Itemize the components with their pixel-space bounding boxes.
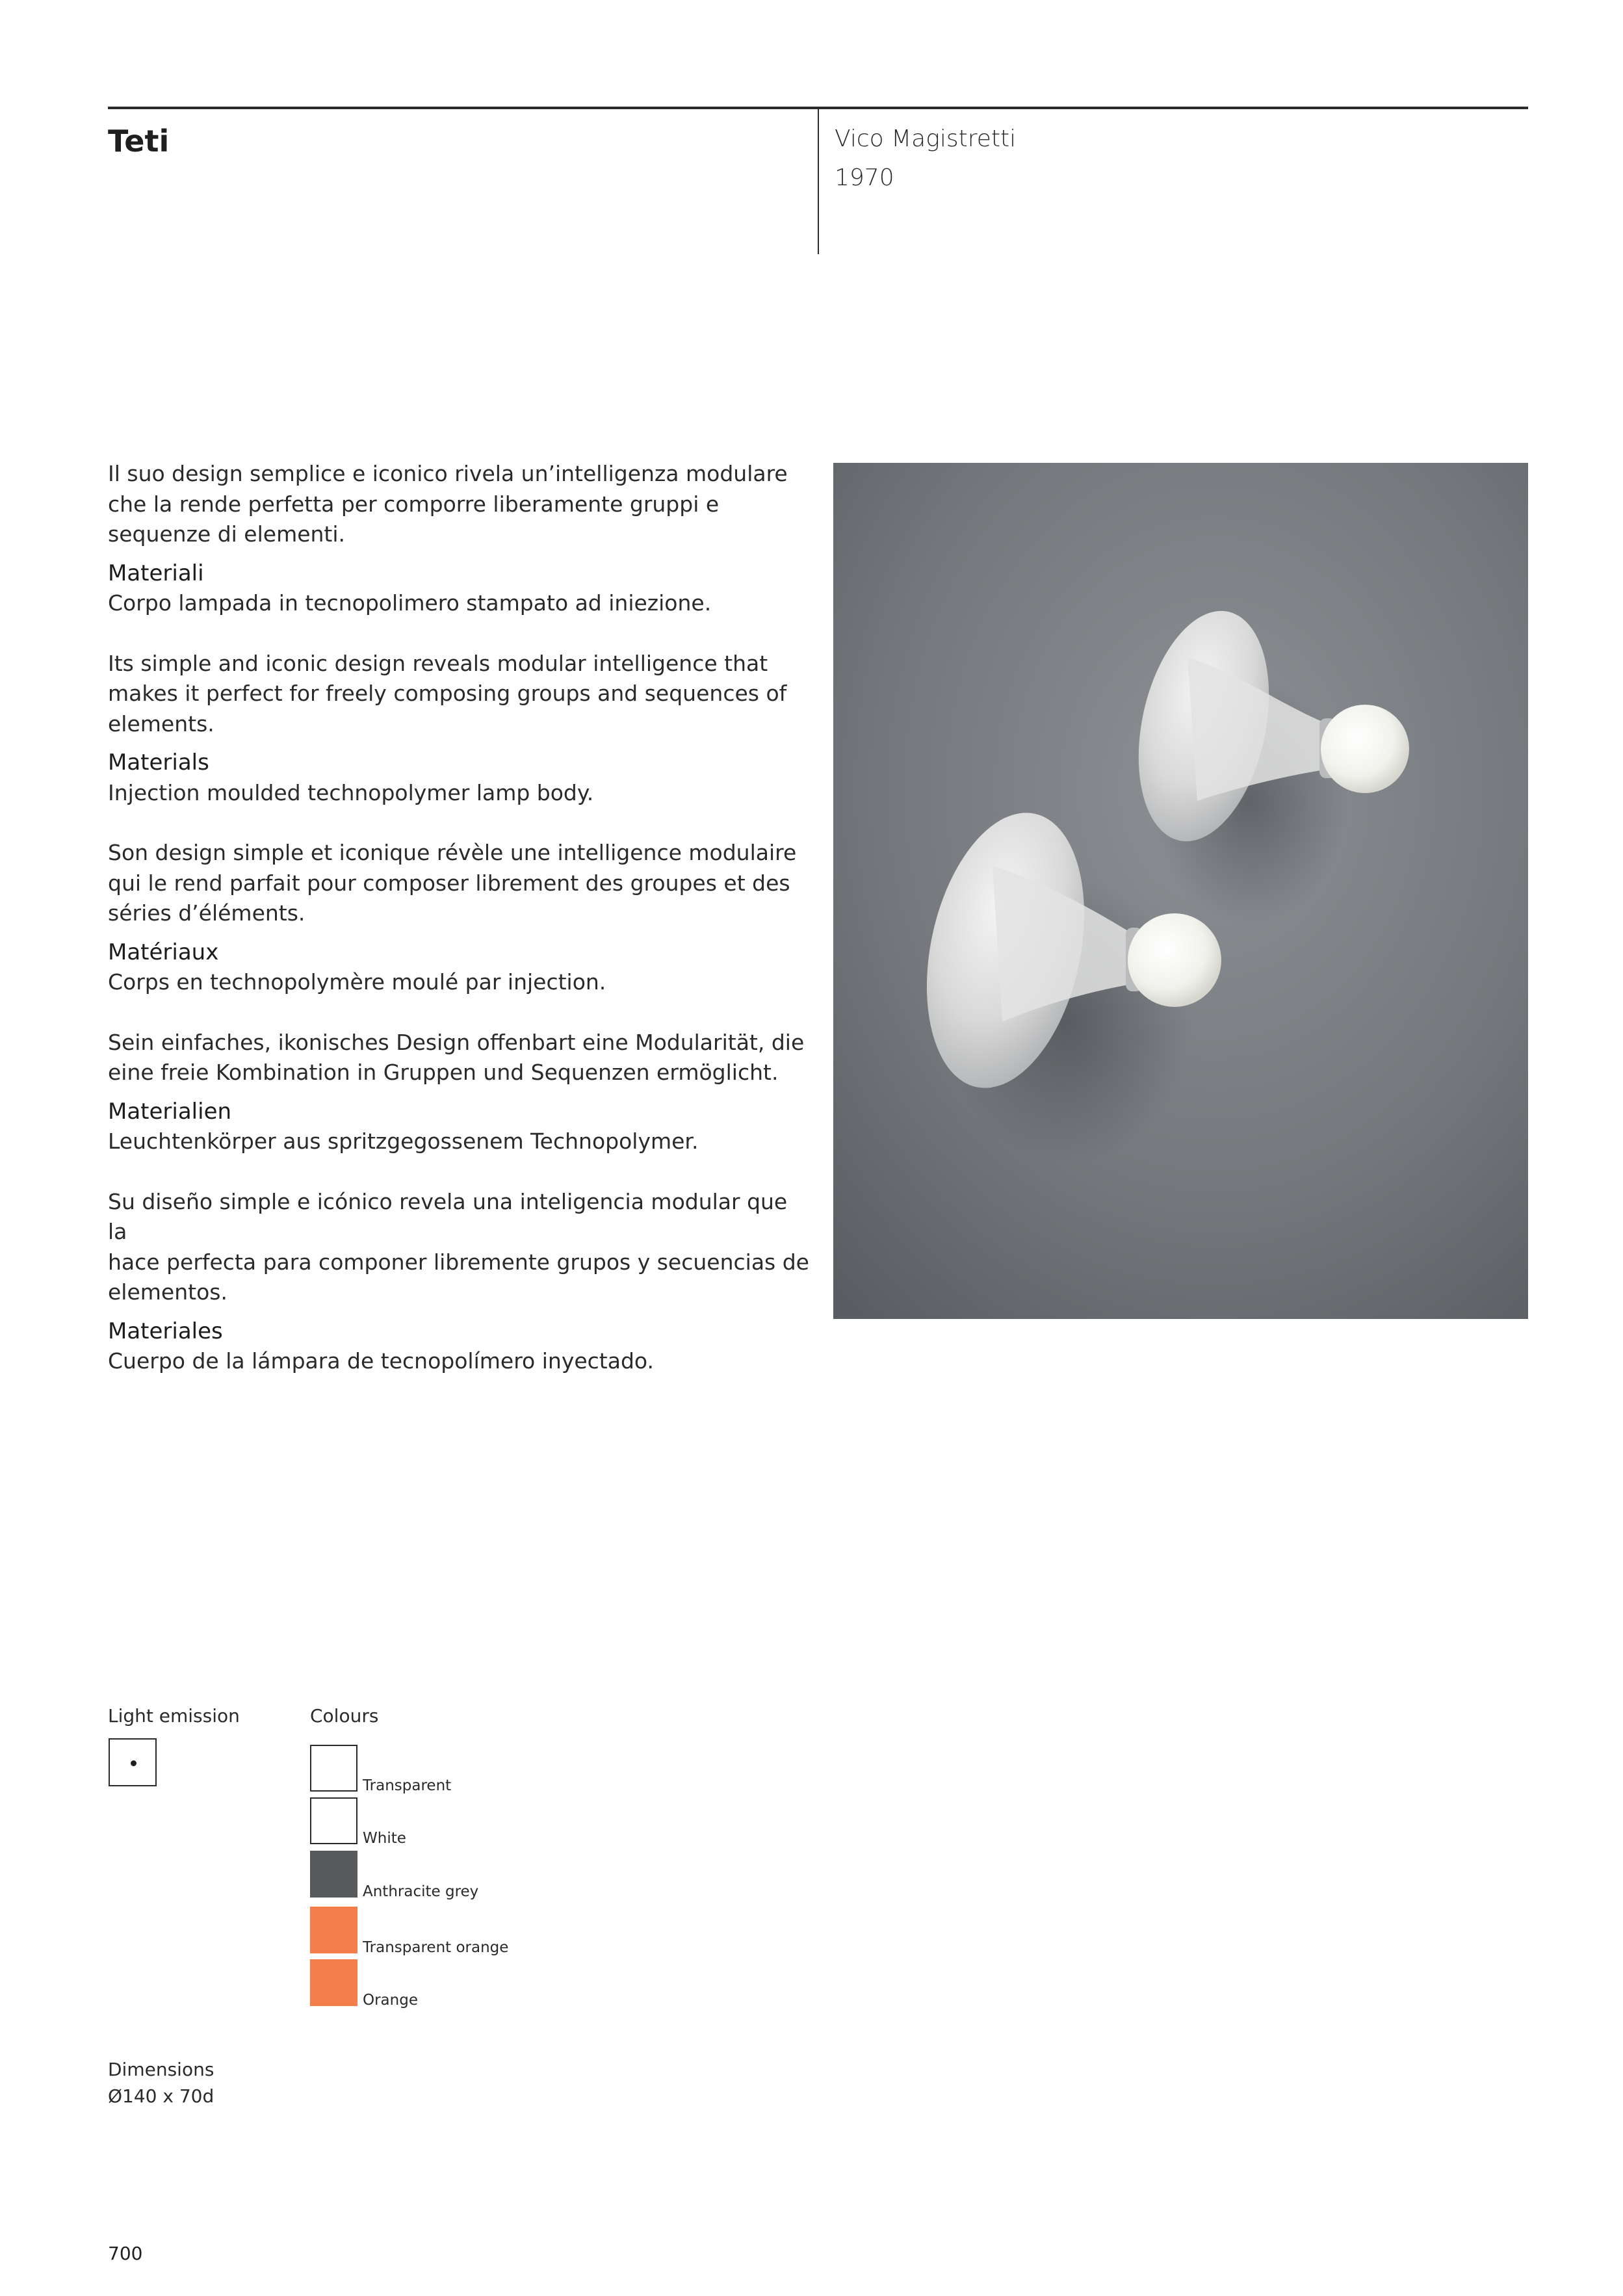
materials-heading: Materiali — [108, 560, 204, 586]
dot-emission-icon — [131, 1760, 136, 1766]
page-number: 700 — [108, 2243, 143, 2264]
colour-name: Anthracite grey — [363, 1883, 479, 1900]
colour-swatch — [310, 1745, 357, 1792]
header-divider — [818, 108, 819, 254]
colour-name: Transparent orange — [363, 1939, 509, 1956]
dimensions-value: Ø140 x 70d — [108, 2085, 214, 2107]
description-block-fr — [108, 838, 810, 998]
colour-name: Orange — [363, 1992, 418, 2009]
materials-text: Leuchtenkörper aus spritzgegossenem Technopolymer. — [108, 1128, 699, 1154]
materials-text: Corpo lampada in tecnopolimero stampato ad iniezione. — [108, 590, 712, 616]
description-text: Il suo design semplice e iconico rivela un’intelligenza modulare che la rende perfetta per comporre liberamente gruppi e sequenze di elementi. — [108, 461, 788, 547]
colour-name: Transparent — [363, 1777, 452, 1794]
materials-heading: Materials — [108, 750, 209, 776]
light-emission-label: Light emission — [108, 1705, 240, 1727]
description-text: Su diseño simple e icónico revela una inteligencia modular que la hace perfecta para componer libremente grupos y secuencias de elementos. — [108, 1188, 809, 1305]
description-text: Sein einfaches, ikonisches Design offenbart eine Modularität, die eine freie Kombination in Gruppen und Sequenzen ermöglicht. — [108, 1029, 805, 1085]
materials-text: Cuerpo de la lámpara de tecnopolímero inyectado. — [108, 1348, 655, 1374]
colour-swatch — [310, 1851, 357, 1898]
colour-swatch — [310, 1959, 357, 2006]
dimensions-label: Dimensions — [108, 2059, 214, 2080]
product-photo — [833, 463, 1528, 1319]
description-text: Son design simple et iconique révèle une intelligence modulaire qui le rend parfait pour composer librement des groupes et des séries d’éléments. — [108, 840, 797, 926]
colour-name: White — [363, 1830, 406, 1847]
description-block-en — [108, 649, 810, 809]
materials-heading: Matériaux — [108, 939, 219, 965]
description-text: Its simple and iconic design reveals modular intelligence that makes it perfect for freely composing groups and sequences of elements. — [108, 650, 787, 737]
materials-text: Corps en technopolymère moulé par injection. — [108, 969, 606, 995]
description-block-it — [108, 459, 810, 619]
materials-text: Injection moulded technopolymer lamp body. — [108, 779, 594, 805]
light-emission-box — [109, 1738, 157, 1786]
designer-name: Vico Magistretti — [835, 125, 1017, 152]
design-year: 1970 — [835, 164, 894, 191]
wall-background — [833, 463, 1528, 1319]
materials-heading: Materialien — [108, 1098, 232, 1125]
materials-heading: Materiales — [108, 1318, 223, 1344]
colour-swatch — [310, 1797, 357, 1844]
product-title: Teti — [108, 124, 170, 159]
description-block-de — [108, 1028, 810, 1157]
colours-label: Colours — [310, 1705, 379, 1727]
colour-swatch — [310, 1907, 357, 1953]
wall-lamps-illustration — [833, 463, 1528, 1319]
description-block-es — [108, 1187, 810, 1377]
description-column — [108, 459, 810, 1407]
